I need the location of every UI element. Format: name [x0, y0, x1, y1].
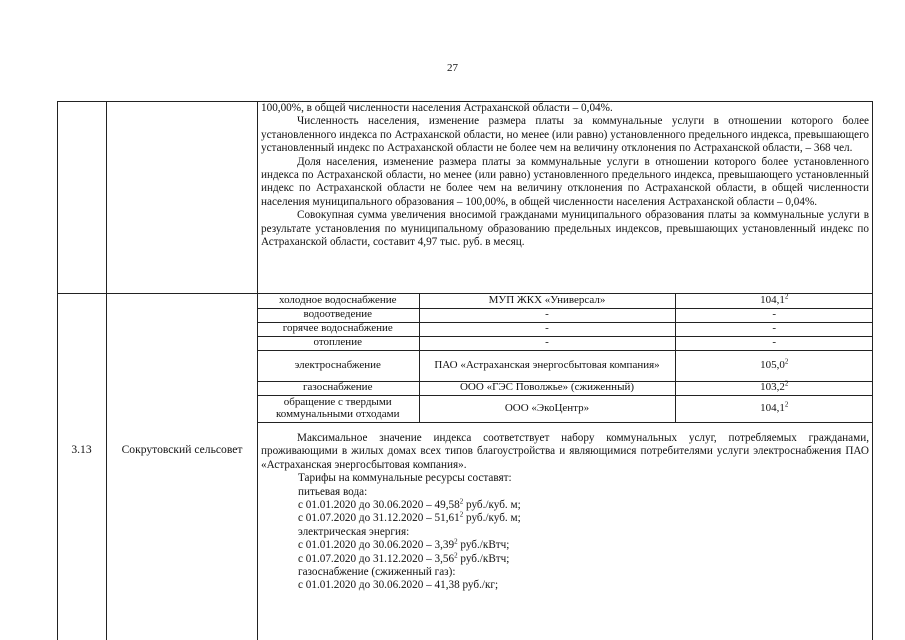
page-number: 27	[447, 62, 458, 74]
provider-name: ПАО «Астраханская энергосбытовая компания»	[419, 350, 675, 381]
table-row	[257, 381, 873, 395]
table-row	[257, 294, 873, 308]
provider-name: ООО «ЭкоЦентр»	[419, 395, 675, 422]
index-value: -	[675, 336, 873, 350]
tariff-line: с 01.01.2020 до 30.06.2020 – 3,39$^2$ руб./кВтч;	[298, 537, 510, 552]
paragraph: 100,00%, в общей численности населения Астраханской области – 0,04%.	[261, 102, 613, 114]
table-row	[257, 308, 873, 322]
tariffs-heading: Тарифы на коммунальные ресурсы составят:	[298, 472, 512, 485]
service-name: обращение с твердыми коммунальными отходами	[257, 395, 419, 422]
service-name: водоотведение	[257, 308, 419, 322]
tariff-line: с 01.07.2020 до 31.12.2020 – 51,61$^2$ руб./куб. м;	[298, 510, 521, 525]
tariff-line: с 01.07.2020 до 31.12.2020 – 3,56$^2$ руб./кВтч;	[298, 550, 510, 565]
paragraph: Численность населения, изменение размера платы за коммунальные услуги в отношении которого более установленного индекса по Астраханской области, но менее (или равно) установленного предельного индекса, превышающего установленный индекс по Астраханской области не более чем на величину отклонения по Астраханской области, – 368 чел.	[261, 115, 869, 155]
index-value: -	[675, 308, 873, 322]
tariff-category: питьевая вода:	[298, 485, 368, 498]
document-table	[57, 101, 873, 640]
index-value: -	[675, 322, 873, 336]
paragraph: Совокупная сумма увеличения вносимой гражданами муниципального образования платы за коммунальные услуги в результате установления по муниципальному образованию предельных индексов, превышающих установленный индекс по Астраханской области, составит 4,97 тыс. руб. в месяц.	[261, 209, 869, 249]
paragraph: Доля населения, изменение размера платы за коммунальные услуги в отношении которого более установленного индекса по Астраханской области, но менее (или равно) установленного предельного индекса, превышающего установленный индекс по Астраханской области не более чем на величину отклонения по Астраханской области, в общей численности населения муниципального образования – 100,00%, в общей численности населения Астраханской области – 0,04%.	[261, 155, 869, 208]
provider-name: МУП ЖКХ «Универсал»	[419, 294, 675, 308]
service-name: горячее водоснабжение	[257, 322, 419, 336]
table-row	[257, 350, 873, 381]
municipality-name: Сокрутовский сельсовет	[121, 443, 243, 456]
table-row	[257, 395, 873, 422]
provider-name: -	[419, 322, 675, 336]
index-value: 105,0$^2$	[675, 350, 873, 381]
index-value: 103,2$^2$	[675, 381, 873, 395]
paragraph: Максимальное значение индекса соответствует набору коммунальных услуг, потребляемых гражданами, проживающими в жилых домах всех типов благоустройства и являющимися потребителями услуги электроснабжения ПАО «Астраханская энергосбытовая компания».	[261, 432, 869, 471]
tariff-line: с 01.01.2020 до 30.06.2020 – 41,38 руб./кг;	[298, 579, 499, 592]
table-row	[257, 322, 873, 336]
service-name: газоснабжение	[257, 381, 419, 395]
provider-name: ООО «ГЭС Поволжье» (сжиженный)	[419, 381, 675, 395]
index-value: 104,1$^2$	[675, 395, 873, 422]
row-number: 3.13	[71, 443, 92, 456]
services-table	[257, 294, 873, 423]
provider-name: -	[419, 308, 675, 322]
table-border-left	[57, 101, 58, 640]
tariff-category: электрическая энергия:	[298, 525, 410, 538]
tariff-line: с 01.01.2020 до 30.06.2020 – 49,58$^2$ руб./куб. м;	[298, 497, 521, 512]
tariff-category: газоснабжение (сжиженный газ):	[298, 566, 456, 579]
table-divider-number	[106, 101, 107, 640]
service-name: электроснабжение	[257, 350, 419, 381]
row-3-12-description	[261, 102, 869, 249]
provider-name: -	[419, 336, 675, 350]
table-row	[257, 336, 873, 350]
service-name: отопление	[257, 336, 419, 350]
index-value: 104,1$^2$	[675, 294, 873, 308]
row-3-13-description	[261, 432, 869, 593]
service-name: холодное водоснабжение	[257, 294, 419, 308]
